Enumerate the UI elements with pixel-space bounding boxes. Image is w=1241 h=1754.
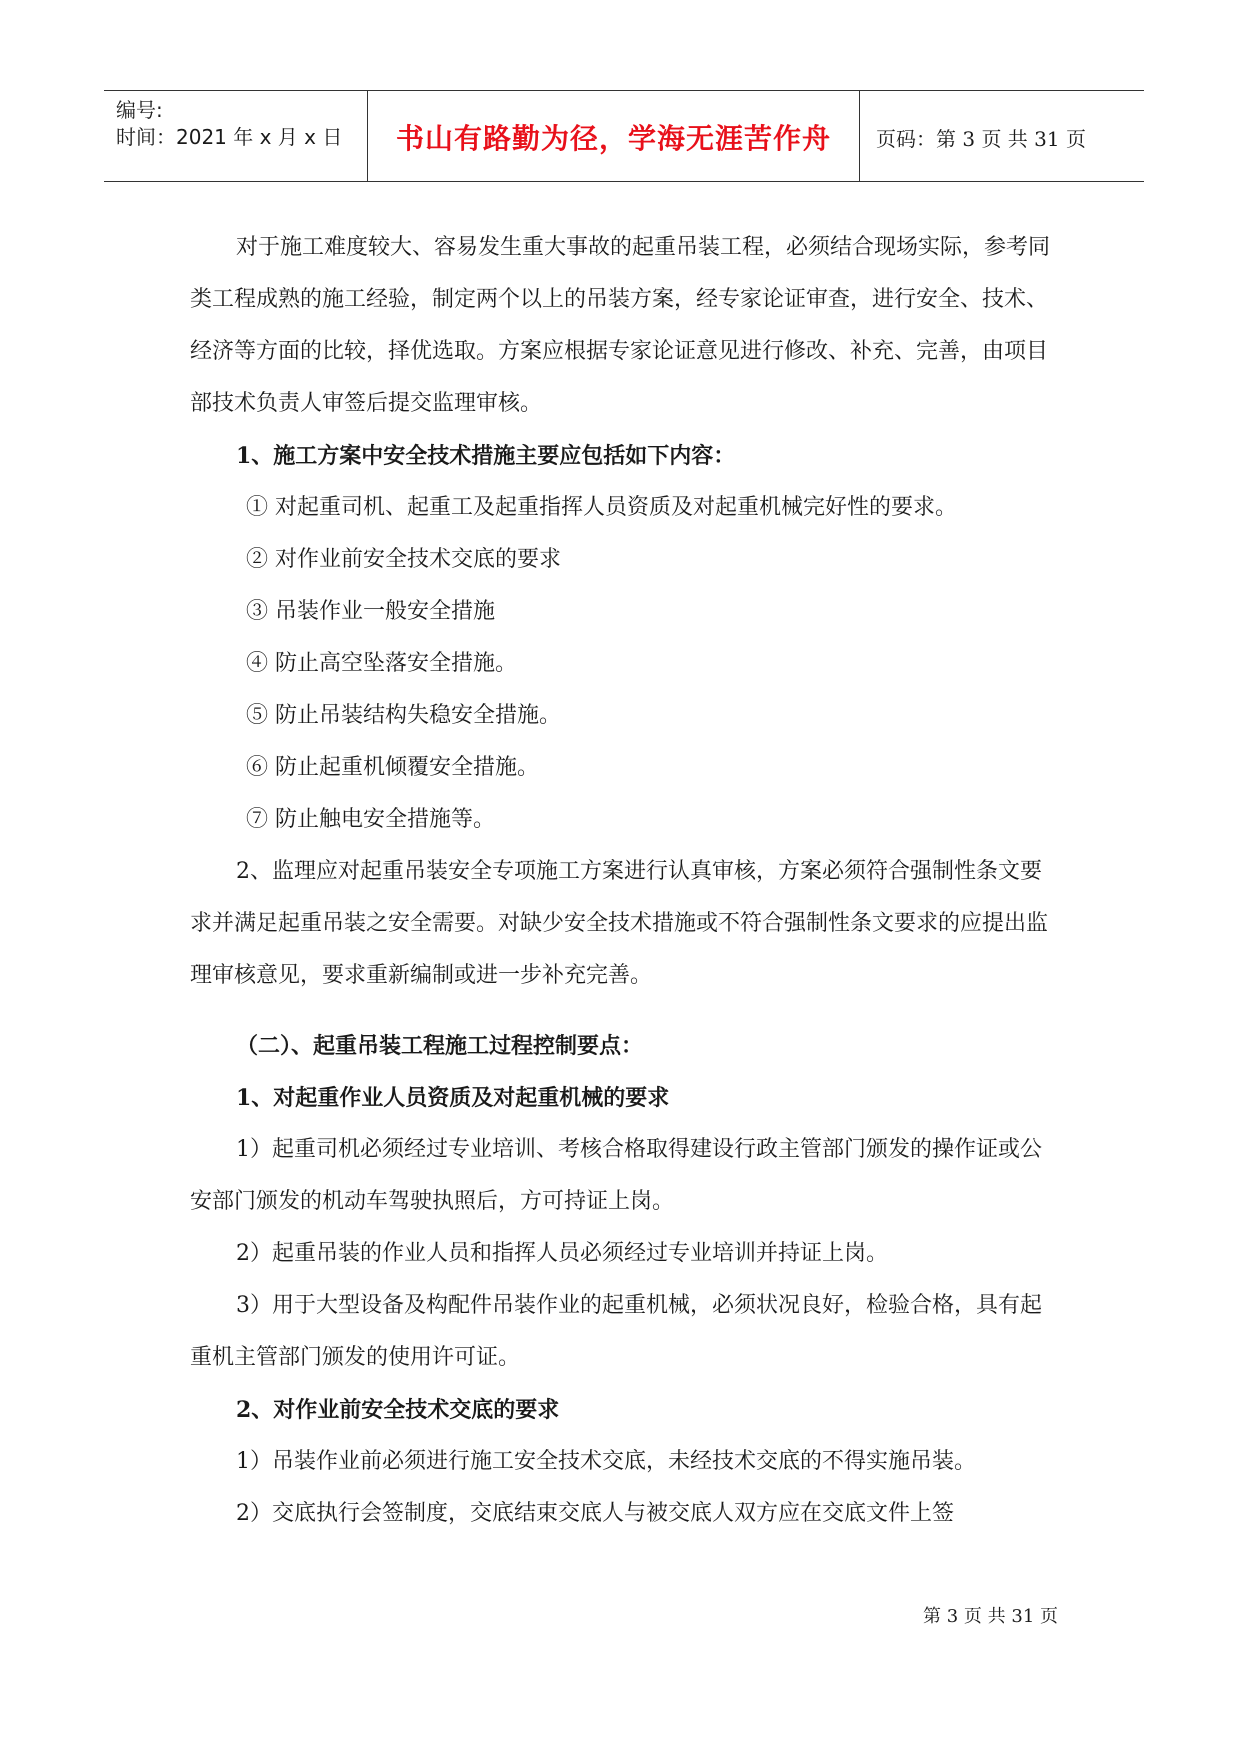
paragraph-2: 2、监理应对起重吊装安全专项施工方案进行认真审核，方案必须符合强制性条文要求并满足起重吊装之安全需要。对缺少安全技术措施或不符合强制性条文要求的应提出监理审核意见，要求重新编制或进一步补充完善。 [190,859,1049,988]
subsection1-title: 1、对起重作业人员资质及对起重机械的要求 [236,1085,670,1111]
time-label: 时间：2021 年 x 月 x 日 [116,125,343,149]
document-header [104,90,1144,182]
intro-paragraph: 对于施工难度较大、容易发生重大事故的起重吊装工程，必须结合现场实际，参考同类工程成熟的施工经验，制定两个以上的吊装方案，经专家论证审查，进行安全、技术、经济等方面的比较，择优选取。方案应根据专家论证意见进行修改、补充、完善，由项目部技术负责人审签后提交监理审核。 [190,235,1051,416]
list-item: ② 对作业前安全技术交底的要求 [246,547,561,572]
list-item: ⑤ 防止吊装结构失稳安全措施。 [246,703,561,728]
subsection2-paragraph-1: 1）吊装作业前必须进行施工安全技术交底，未经技术交底的不得实施吊装。 [236,1449,976,1474]
serial-label: 编号: [116,98,163,122]
header-motto-cell [368,91,860,181]
subsection1-paragraph-2: 2）起重吊装的作业人员和指挥人员必须经过专业培训并持证上岗。 [236,1241,888,1266]
subsection1-paragraph-1: 1）起重司机必须经过专业培训、考核合格取得建设行政主管部门颁发的操作证或公安部门颁发的机动车驾驶执照后，方可持证上岗。 [190,1137,1042,1214]
heading-2: （二）、起重吊装工程施工过程控制要点： [236,1033,644,1059]
header-page-label: 页码：第 3 页 共 31 页 [876,127,1086,151]
subsection2-paragraph-2: 2）交底执行会签制度，交底结束交底人与被交底人双方应在交底文件上签 [236,1501,954,1526]
list-item: ⑦ 防止触电安全措施等。 [246,807,495,832]
document-body [190,222,1060,1540]
header-left-cell [104,91,368,181]
header-right-cell [860,91,1144,181]
list-item: ③ 吊装作业一般安全措施 [246,599,495,624]
spacer [190,1002,1060,1020]
header-motto: 书山有路勤为径，学海无涯苦作舟 [395,122,831,155]
list-item: ① 对起重司机、起重工及起重指挥人员资质及对起重机械完好性的要求。 [246,495,957,520]
subsection2-title: 2、对作业前安全技术交底的要求 [236,1397,560,1423]
list-item: ⑥ 防止起重机倾覆安全措施。 [246,755,539,780]
section1-title: 1、施工方案中安全技术措施主要应包括如下内容： [236,443,736,469]
list-item: ④ 防止高空坠落安全措施。 [246,651,517,676]
page-footer: 第 3 页 共 31 页 [923,1606,1058,1627]
subsection1-paragraph-3: 3）用于大型设备及构配件吊装作业的起重机械，必须状况良好，检验合格，具有起重机主管部门颁发的使用许可证。 [190,1293,1042,1370]
